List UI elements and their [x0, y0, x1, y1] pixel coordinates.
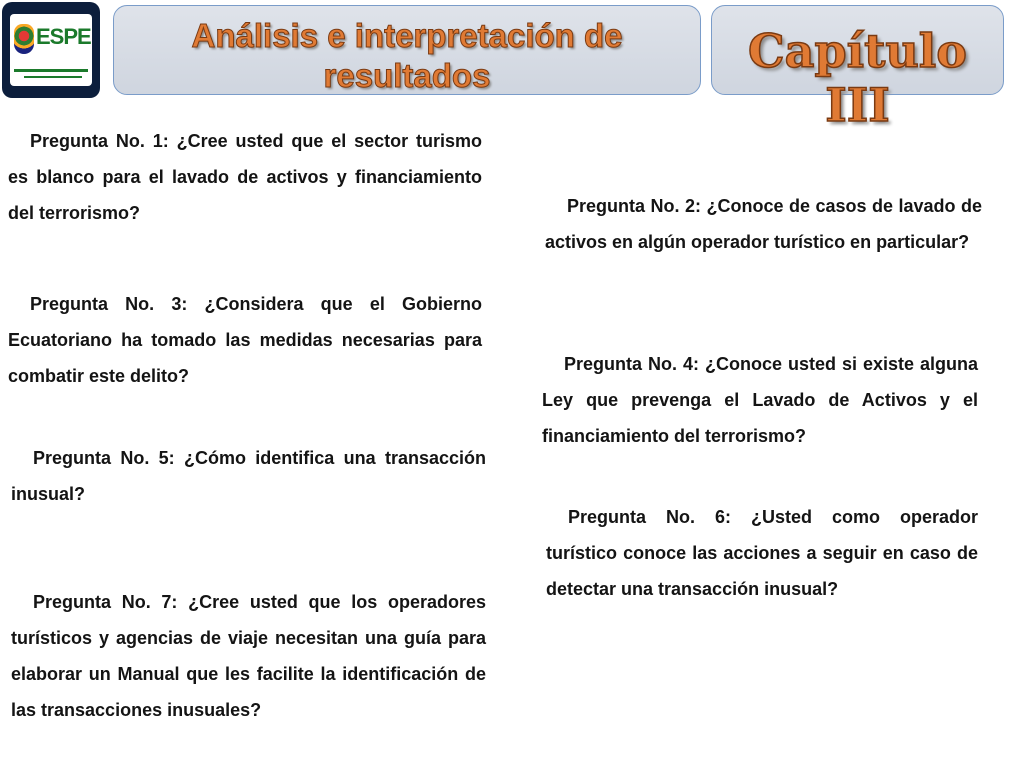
- logo-subline-icon: [24, 76, 82, 78]
- question-2: Pregunta No. 2: ¿Conoce de casos de lavado de activos en algún operador turístico en particular?: [545, 196, 982, 252]
- university-seal-icon: [14, 24, 34, 54]
- question-1: Pregunta No. 1: ¿Cree usted que el sector turismo es blanco para el lavado de activos y financiamiento del terrorismo?: [8, 131, 482, 223]
- question-3: Pregunta No. 3: ¿Considera que el Gobierno Ecuatoriano ha tomado las medidas necesarias para combatir este delito?: [8, 294, 482, 386]
- logo-underline-icon: [14, 69, 88, 72]
- question-6: Pregunta No. 6: ¿Usted como operador turístico conoce las acciones a seguir en caso de detectar una transacción inusual?: [546, 507, 978, 599]
- question-5: Pregunta No. 5: ¿Cómo identifica una transacción inusual?: [11, 448, 486, 504]
- title-banner: [113, 5, 701, 95]
- logo-box: [2, 2, 100, 98]
- chapter-banner: [711, 5, 1004, 132]
- page-title: Análisis e interpretación de resultados: [191, 17, 623, 94]
- question-7: Pregunta No. 7: ¿Cree usted que los operadores turísticos y agencias de viaje necesitan una guía para elaborar un Manual que les facilite la identificación de las transacciones inusuales?: [11, 592, 486, 720]
- chapter-title: Capítulo III: [748, 24, 967, 132]
- espe-logo: [10, 14, 92, 86]
- question-4: Pregunta No. 4: ¿Conoce usted si existe alguna Ley que prevenga el Lavado de Activos y el financiamiento del terrorismo?: [542, 354, 978, 446]
- logo-text: ESPE: [36, 24, 91, 49]
